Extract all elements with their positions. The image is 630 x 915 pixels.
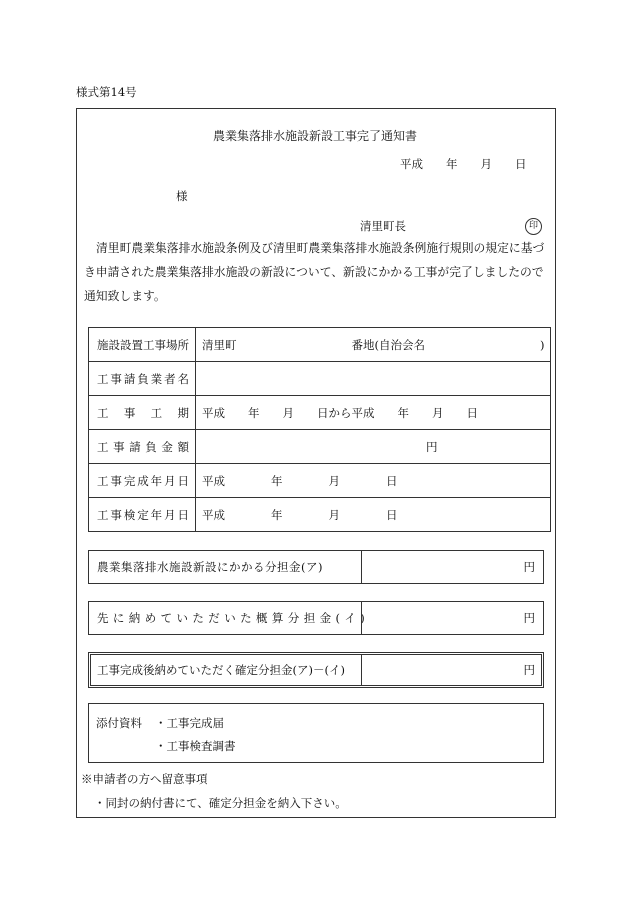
table-row [89,328,551,362]
payment-box-a [88,550,544,584]
date-line: 平成 年 月 日 [400,157,527,171]
payment-label: 先に納めていただいた概算分担金(イ) [97,611,370,625]
form-number: 様式第14号 [76,85,137,99]
notes-heading: ※申請者の方へ留意事項 [81,772,208,786]
document-title: 農業集落排水施設新設工事完了通知書 [212,129,417,143]
payment-label: 工事完成後納めていただく確定分担金(ア)－(イ) [97,663,345,677]
table-row [89,498,551,532]
row-label: 工事請負金額 [89,430,196,464]
body-text: 清里町農業集落排水施設条例及び清里町農業集落排水施設条例施行規則の規定に基づき申請された農業集落排水施設の新設について、新設にかかる工事が完了しましたので通知致します。 [84,241,545,303]
issuer: 清里町長 [360,219,406,233]
note-item: ・同封の納付書にて、確定分担金を納入下さい。 [94,796,347,810]
row-label: 工事完成年月日 [89,464,196,498]
payment-unit: 円 [523,611,535,625]
info-table [88,327,551,532]
attachment-item: ・工事検査調書 [155,739,236,753]
table-row [89,362,551,396]
attachment-item: ・工事完成届 [155,716,224,730]
table-row [89,464,551,498]
payment-box-b [88,601,544,635]
seal-mark [525,217,542,235]
seal-char: 印 [525,218,542,235]
payment-label: 農業集落排水施設新設にかかる分担金(ア) [97,560,323,574]
row-value: 清里町 番地(自治会名 ) [196,328,551,362]
row-label: 工事検定年月日 [89,498,196,532]
payment-box-final [88,652,544,688]
table-row [89,396,551,430]
row-label: 工事工期 [89,396,196,430]
row-label: 工事請負業者名 [89,362,196,396]
table-row [89,430,551,464]
row-value [196,362,551,396]
row-value: 平成 年 月 日 [196,464,551,498]
payment-unit: 円 [523,663,535,677]
attachments-heading: 添付資料 [96,716,142,730]
row-value: 円 [196,430,551,464]
attachments-box [88,703,544,763]
row-value: 平成 年 月 日から平成 年 月 日 [196,396,551,430]
row-label: 施設設置工事場所 [89,328,196,362]
addressee-suffix: 様 [176,189,188,203]
row-value: 平成 年 月 日 [196,498,551,532]
payment-unit: 円 [523,560,535,574]
